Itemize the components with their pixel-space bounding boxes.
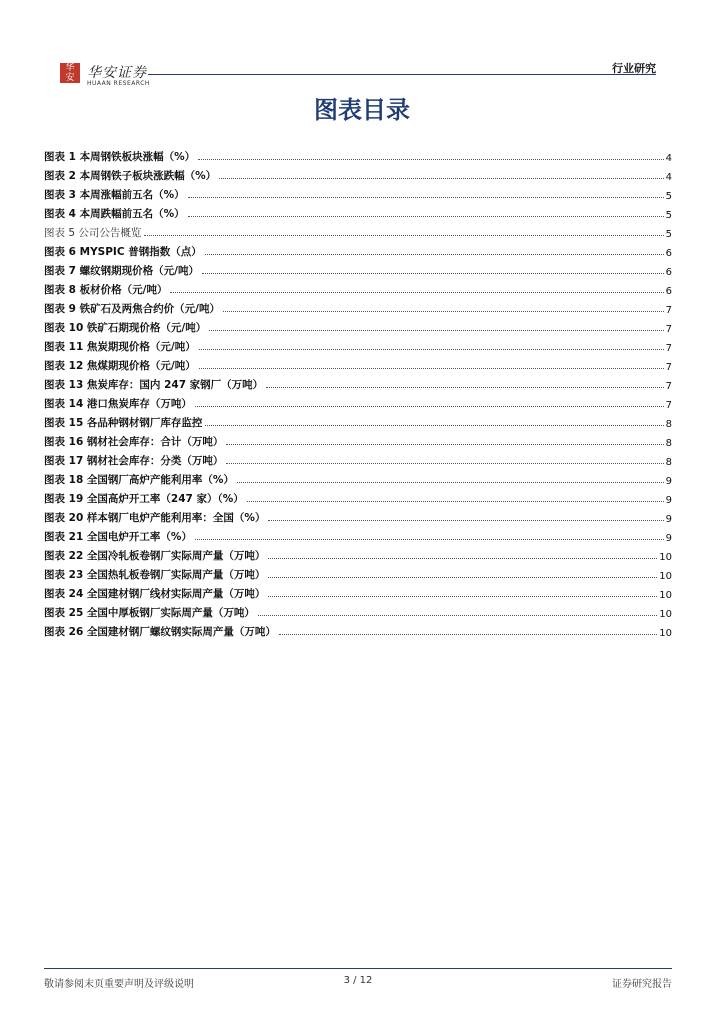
toc-leader-dots [247, 501, 664, 502]
toc-entry-page[interactable]: 4 [665, 172, 672, 183]
toc-entry-page[interactable]: 6 [665, 286, 672, 297]
toc-leader-dots [198, 159, 663, 160]
toc-entry-page[interactable]: 7 [665, 381, 672, 392]
toc-entry-label[interactable]: 图表 25 全国中厚板钢厂实际周产量（万吨） [44, 607, 255, 619]
toc-leader-dots [195, 539, 664, 540]
toc-entry-label[interactable]: 图表 14 港口焦炭库存（万吨） [44, 398, 192, 410]
toc-entry[interactable] [44, 449, 672, 468]
page-title: 图表目录 [314, 95, 410, 124]
toc-entry-page[interactable]: 7 [665, 400, 672, 411]
toc-entry-page[interactable]: 7 [665, 343, 672, 354]
toc-leader-dots [268, 577, 657, 578]
toc-entry-label[interactable]: 图表 19 全国高炉开工率（247 家）（%） [44, 493, 244, 505]
toc-entry-page[interactable]: 10 [659, 609, 672, 620]
toc-entry-page[interactable]: 8 [665, 419, 672, 430]
toc-entry-label[interactable]: 图表 4 本周跌幅前五名（%） [44, 208, 185, 220]
toc-entry-label[interactable]: 图表 5 公司公告概览 [44, 227, 142, 239]
toc-leader-dots [188, 197, 664, 198]
toc-entry-label[interactable]: 图表 10 铁矿石期现价格（元/吨） [44, 322, 207, 334]
toc-leader-dots [268, 520, 663, 521]
toc-entry-label[interactable]: 图表 7 螺纹钢期现价格（元/吨） [44, 265, 199, 277]
toc-leader-dots [279, 634, 657, 635]
toc-entry[interactable] [44, 316, 672, 335]
toc-entry-page[interactable]: 5 [665, 229, 672, 240]
toc-entry[interactable] [44, 278, 672, 297]
toc-leader-dots [266, 387, 663, 388]
toc-entry[interactable] [44, 221, 672, 240]
header-divider [148, 74, 656, 75]
toc-entry[interactable] [44, 582, 672, 601]
table-of-figures [44, 145, 672, 639]
toc-entry-label[interactable]: 图表 2 本周钢铁子板块涨跌幅（%） [44, 170, 217, 182]
toc-entry-page[interactable]: 7 [665, 362, 672, 373]
toc-leader-dots [226, 444, 663, 445]
toc-entry-page[interactable]: 8 [665, 438, 672, 449]
report-type-label: 证券研究报告 [612, 979, 672, 990]
toc-entry[interactable] [44, 335, 672, 354]
toc-leader-dots [258, 615, 657, 616]
toc-entry-label[interactable]: 图表 22 全国冷轧板卷钢厂实际周产量（万吨） [44, 550, 266, 562]
toc-entry-label[interactable]: 图表 16 钢材社会库存：合计（万吨） [44, 436, 224, 448]
toc-leader-dots [205, 254, 664, 255]
toc-entry-label[interactable]: 图表 11 焦炭期现价格（元/吨） [44, 341, 196, 353]
toc-entry-label[interactable]: 图表 23 全国热轧板卷钢厂实际周产量（万吨） [44, 569, 266, 581]
toc-leader-dots [209, 330, 663, 331]
toc-entry-label[interactable]: 图表 3 本周涨幅前五名（%） [44, 189, 185, 201]
toc-entry-page[interactable]: 5 [665, 191, 672, 202]
toc-entry-label[interactable]: 图表 13 焦炭库存：国内 247 家钢厂（万吨） [44, 379, 264, 391]
page-number: 3 / 12 [343, 975, 373, 986]
toc-leader-dots [144, 235, 663, 236]
toc-entry[interactable] [44, 202, 672, 221]
toc-entry[interactable] [44, 240, 672, 259]
toc-entry-page[interactable]: 7 [665, 324, 672, 335]
toc-entry[interactable] [44, 487, 672, 506]
toc-entry-page[interactable]: 9 [665, 514, 672, 525]
toc-entry-page[interactable]: 10 [659, 552, 672, 563]
toc-leader-dots [188, 216, 664, 217]
toc-entry-label[interactable]: 图表 18 全国钢厂高炉产能利用率（%） [44, 474, 234, 486]
page-header [60, 60, 660, 90]
toc-entry[interactable] [44, 544, 672, 563]
toc-leader-dots [223, 311, 664, 312]
toc-leader-dots [199, 349, 664, 350]
toc-entry[interactable] [44, 525, 672, 544]
toc-entry-label[interactable]: 图表 12 焦煤期现价格（元/吨） [44, 360, 196, 372]
toc-entry[interactable] [44, 506, 672, 525]
toc-entry-page[interactable]: 9 [665, 495, 672, 506]
disclaimer-note: 敬请参阅末页重要声明及评级说明 [44, 979, 194, 990]
toc-entry-page[interactable]: 4 [665, 153, 672, 164]
toc-entry-page[interactable]: 7 [665, 305, 672, 316]
toc-entry-label[interactable]: 图表 21 全国电炉开工率（%） [44, 531, 192, 543]
toc-entry[interactable] [44, 601, 672, 620]
toc-entry[interactable] [44, 392, 672, 411]
footer-divider [44, 968, 672, 969]
toc-leader-dots [237, 482, 664, 483]
toc-entry[interactable] [44, 563, 672, 582]
toc-leader-dots [268, 596, 657, 597]
toc-leader-dots [202, 273, 664, 274]
toc-leader-dots [226, 463, 663, 464]
toc-entry-label[interactable]: 图表 15 各品种钢材钢厂库存监控 [44, 417, 203, 429]
toc-entry[interactable] [44, 620, 672, 639]
toc-leader-dots [195, 406, 664, 407]
toc-entry-label[interactable]: 图表 8 板材价格（元/吨） [44, 284, 168, 296]
toc-leader-dots [205, 425, 663, 426]
toc-entry[interactable] [44, 164, 672, 183]
toc-entry-page[interactable]: 9 [665, 476, 672, 487]
toc-entry-page[interactable]: 10 [659, 590, 672, 601]
toc-entry-page[interactable]: 5 [665, 210, 672, 221]
company-logo-icon: 华 安 [60, 63, 80, 83]
toc-entry-page[interactable]: 10 [659, 571, 672, 582]
toc-leader-dots [199, 368, 664, 369]
toc-entry[interactable] [44, 430, 672, 449]
toc-entry-label[interactable]: 图表 17 钢材社会库存：分类（万吨） [44, 455, 224, 467]
toc-entry-label[interactable]: 图表 1 本周钢铁板块涨幅（%） [44, 151, 196, 163]
toc-entry-label[interactable]: 图表 20 样本钢厂电炉产能利用率：全国（%） [44, 512, 266, 524]
report-category-tag: 行业研究 [612, 62, 656, 75]
toc-entry[interactable] [44, 259, 672, 278]
toc-entry-page[interactable]: 10 [659, 628, 672, 639]
toc-entry-label[interactable]: 图表 26 全国建材钢厂螺纹钢实际周产量（万吨） [44, 626, 276, 638]
toc-leader-dots [268, 558, 657, 559]
toc-leader-dots [170, 292, 663, 293]
toc-entry[interactable] [44, 373, 672, 392]
toc-entry[interactable] [44, 411, 672, 430]
logo-text-en: HUAAN RESEARCH [87, 80, 150, 87]
logo-text-cn: 华安证券 [87, 65, 147, 81]
toc-entry-label[interactable]: 图表 24 全国建材钢厂线材实际周产量（万吨） [44, 588, 266, 600]
toc-entry[interactable] [44, 297, 672, 316]
toc-entry[interactable] [44, 468, 672, 487]
toc-entry-label[interactable]: 图表 9 铁矿石及两焦合约价（元/吨） [44, 303, 220, 315]
toc-entry-page[interactable]: 8 [665, 457, 672, 468]
toc-leader-dots [219, 178, 663, 179]
toc-entry[interactable] [44, 183, 672, 202]
toc-entry-page[interactable]: 9 [665, 533, 672, 544]
toc-entry-page[interactable]: 6 [665, 267, 672, 278]
toc-entry[interactable] [44, 354, 672, 373]
toc-entry-page[interactable]: 6 [665, 248, 672, 259]
toc-entry-label[interactable]: 图表 6 MYSPIC 普钢指数（点） [44, 246, 202, 258]
toc-entry[interactable] [44, 145, 672, 164]
